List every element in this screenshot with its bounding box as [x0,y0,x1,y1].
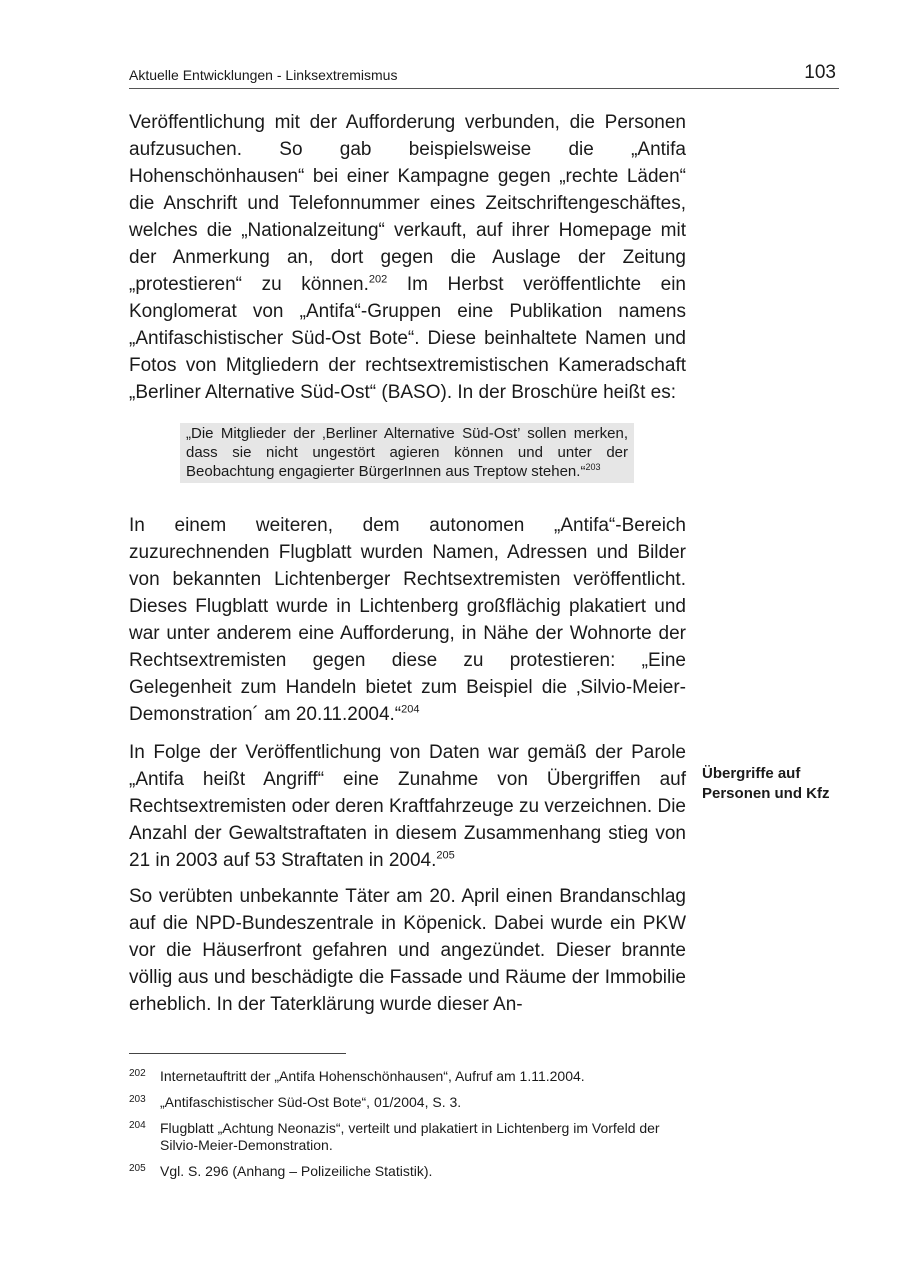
paragraph-3-block [129,739,686,874]
footnote-number: 202 [129,1068,146,1079]
footnote-text: Flugblatt „Achtung Neonazis“, verteilt und plakatiert in Lichtenberg im Vorfeld der Silvio-Meier-Demonstration. [160,1120,660,1153]
paragraph-1 [129,109,686,406]
paragraph-2 [129,512,686,728]
margin-note-line-1: Übergriffe auf [702,765,801,782]
paragraph-1-text: Veröffentlichung mit der Aufforderung verbunden, die Personen aufzusuchen. So gab beispielsweise die „Antifa Hohenschönhausen“ bei einer Kampagne gegen „rechte Läden“ die Anschrift und Telefonnummer eines Zeitschriftengeschäftes, welches die „Nationalzeitung“ verkauft, auf ihrer Homepage mit der Anmerkung an, dort gegen die Auslage der Zeitung „protestieren“ zu können. [129,112,686,295]
footnote-text: „Antifaschistischer Süd-Ost Bote“, 01/2004, S. 3. [160,1094,462,1110]
footnote-ref-203[interactable]: 203 [585,462,601,472]
footnote-204 [129,1120,686,1154]
paragraph-3-text: In Folge der Veröffentlichung von Daten war gemäß der Parole „Antifa heißt Angriff“ eine Zunahme von Übergriffen auf Rechtsextremisten oder deren Kraftfahrzeuge zu verzeichnen. Die Anzahl der Gewaltstraftaten in diesem Zusammenhang stieg von 21 in 2003 auf 53 Straftaten in 2004. [129,742,686,871]
running-title: Aktuelle Entwicklungen - Linksextremismus [129,67,398,83]
footnote-separator [129,1053,346,1054]
footnote-205 [129,1163,686,1180]
footnote-text: Vgl. S. 296 (Anhang – Polizeiliche Statistik). [160,1163,433,1179]
footnote-number: 203 [129,1094,146,1105]
block-quote [180,423,634,483]
footnote-text: Internetauftritt der „Antifa Hohenschönhausen“, Aufruf am 1.11.2004. [160,1068,585,1084]
paragraph-2-block [129,512,686,728]
footnote-202 [129,1068,686,1085]
paragraph-4-block [129,883,686,1018]
paragraph-4-text: So verübten unbekannte Täter am 20. April einen Brandanschlag auf die NPD-Bundeszentrale in Köpenick. Dabei wurde ein PKW vor die Häuserfront gefahren und angezündet. Dieser brannte völlig aus und beschädigte die Fassade und Räume der Immobilie erheblich. In der Taterklärung wurde dieser An- [129,886,686,1015]
paragraph-1-continuation: Im Herbst veröffentlichte ein Konglomerat von „Antifa“-Gruppen eine Publikation namens „Antifaschistischer Süd-Ost Bote“. Diese beinhaltete Namen und Fotos von Mitgliedern der rechtsextremistischen Kameradschaft „Berliner Alternative Süd-Ost“ (BASO). In der Broschüre heißt es: [129,274,686,403]
footnote-number: 205 [129,1163,146,1174]
page-header [129,60,839,89]
margin-note [702,764,862,804]
paragraph-2-text: In einem weiteren, dem autonomen „Antifa“-Bereich zuzurechnenden Flugblatt wurden Namen, Adressen und Bilder von bekannten Lichtenberger Rechtsextremisten veröffentlicht. Dieses Flugblatt wurde in Lichtenberg großflächig plakatiert und war unter anderem eine Aufforderung, in Nähe der Wohnorte der Rechtsextremisten gegen diese zu protestieren: „Eine Gelegenheit zum Handeln bietet zum Beispiel die ‚Silvio-Meier-Demonstration´ am 20.11.2004.“ [129,515,686,725]
paragraph-3 [129,739,686,874]
margin-note-line-2: Personen und Kfz [702,785,830,802]
footnotes [129,1068,686,1189]
block-quote-text: „Die Mitglieder der ‚Berliner Alternative Süd-Ost’ sollen merken, dass sie nicht ungestört agieren können und unter der Beobachtung engagierter BürgerInnen aus Treptow stehen.“ [186,425,628,480]
paragraph-1-block [129,109,686,406]
footnote-ref-202[interactable]: 202 [368,273,388,286]
footnote-ref-204[interactable]: 204 [401,703,420,716]
page-number: 103 [804,62,836,83]
footnote-ref-205[interactable]: 205 [436,849,455,862]
footnote-203 [129,1094,686,1111]
paragraph-4 [129,883,686,1018]
footnote-number: 204 [129,1120,146,1131]
